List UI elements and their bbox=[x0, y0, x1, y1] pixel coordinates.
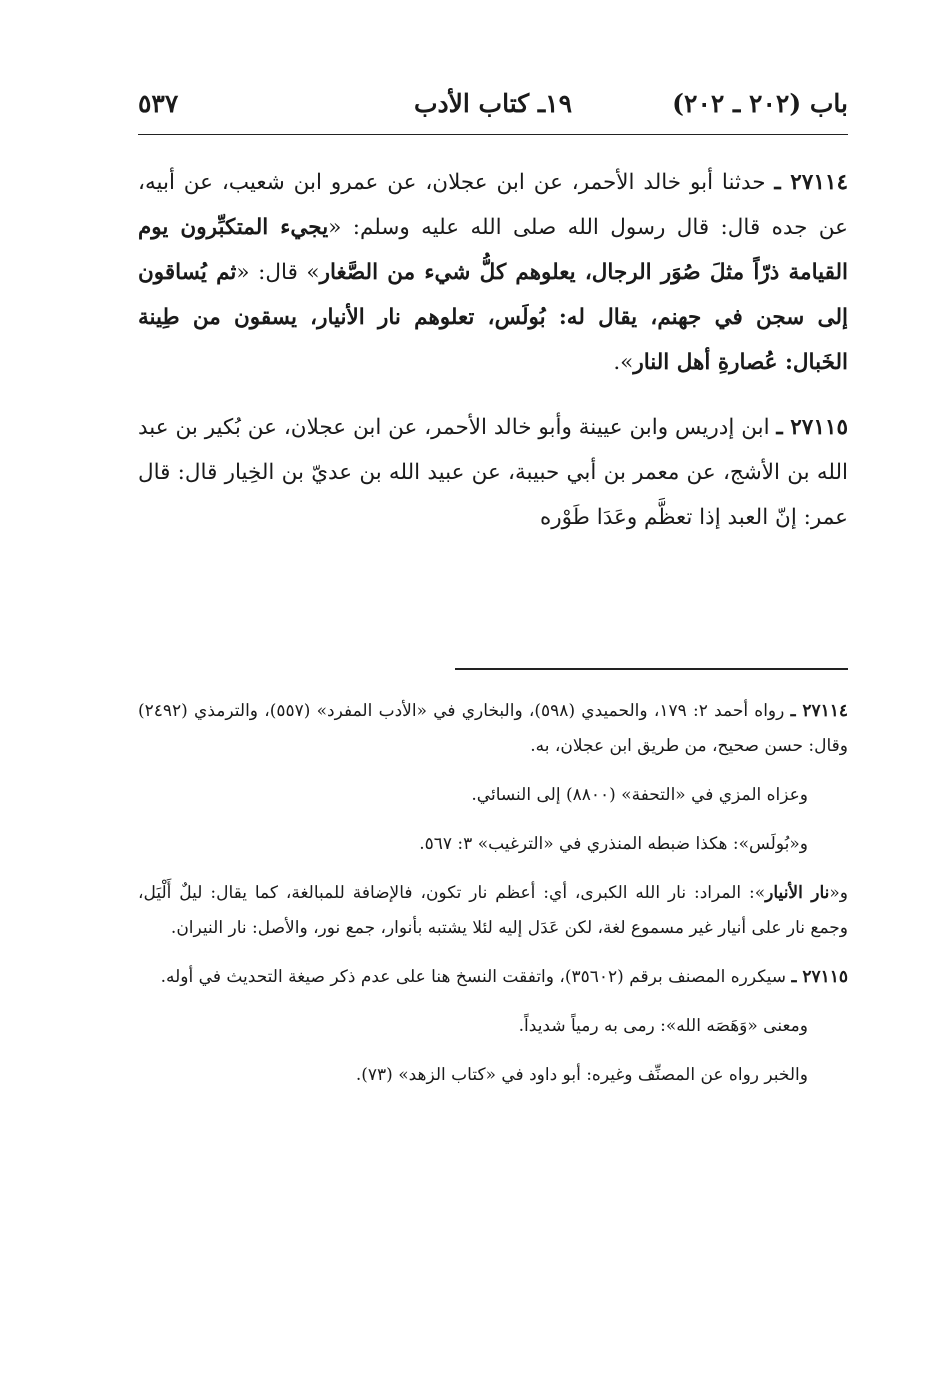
footnote-27114 bbox=[138, 694, 848, 764]
footnote-text: »: المراد: نار الله الكبرى، أي: أعظم نار تكون، فالإضافة للمبالغة، كما يقال: ليلٌ أَلْيَل، وجمع نار على أنيار غير مسموع لغة، لكن عَدَل إليه لئلا يشتبه بأنوار، جمع نور، والأصل: نار النيران. bbox=[138, 883, 848, 938]
footnote-separator bbox=[455, 668, 848, 670]
footnote-27115 bbox=[138, 960, 848, 995]
page-number: ٥٣٧ bbox=[138, 89, 179, 118]
book-title: ١٩ـ كتاب الأدب bbox=[413, 89, 573, 118]
hadith-quote: يجيء المتكبِّرون يوم القيامة ذرّاً مثلَ صُوَر الرجال، يعلوهم كلُّ شيء من الصَّغار bbox=[138, 215, 849, 285]
footnote-number: ٢٧١١٥ ـ bbox=[791, 967, 848, 987]
footnote-term: نار الأنيار bbox=[765, 883, 830, 903]
footnote-text: و« bbox=[829, 883, 849, 903]
hadith-text: ». bbox=[613, 350, 634, 375]
header-rule bbox=[138, 134, 848, 135]
hadith-text: حدثنا أبو خالد الأحمر، عن ابن عجلان، عن عمرو ابن شعيب، عن أبيه، عن جده قال: قال رسول الله صلى الله عليه وسلم: « bbox=[138, 170, 848, 240]
hadith-number: ٢٧١١٥ ـ bbox=[776, 415, 848, 440]
hadith-text: ابن إدريس وابن عيينة وأبو خالد الأحمر، عن ابن عجلان، عن بُكير بن عبد الله بن الأشج، عن معمر بن أبي حبيبة، عن عبيد الله بن عديّ بن الخِيار قال: قال عمر: إنّ العبد إذا تعظَّم وعَدَا طَوْره bbox=[138, 415, 848, 530]
page-header bbox=[138, 84, 848, 124]
chapter-reference: باب (٢٠٢ ـ ٢٠٢) bbox=[672, 89, 848, 118]
hadith-27114 bbox=[138, 160, 848, 385]
main-text bbox=[138, 160, 848, 560]
footnote-number: ٢٧١١٤ ـ bbox=[790, 701, 848, 721]
hadith-number: ٢٧١١٤ ـ bbox=[774, 170, 848, 195]
hadith-text: » قال: « bbox=[236, 260, 320, 285]
hadith-quote: ثم يُساقون إلى سجن في جهنم، يقال له: بُولَس، تعلوهم نار الأنيار، يسقون من طِينة الخَبال: عُصارةِ أهل النار bbox=[138, 260, 848, 375]
footnotes bbox=[138, 694, 848, 1107]
hadith-27115 bbox=[138, 405, 848, 540]
footnote-paragraph: ومعنى «وَهَصَه الله»: رمى به رمياً شديداً. bbox=[518, 1016, 808, 1036]
footnote-paragraph: و«بُولَس»: هكذا ضبطه المنذري في «الترغيب» ٣: ٥٦٧. bbox=[419, 834, 808, 854]
footnote-text: رواه أحمد ٢: ١٧٩، والحميدي (٥٩٨)، والبخاري في «الأدب المفرد» (٥٥٧)، والترمذي (٢٤٩٢) وقال: حسن صحيح، من طريق ابن عجلان، به. bbox=[138, 701, 848, 756]
footnote-paragraph bbox=[138, 876, 848, 946]
footnote-paragraph: وعزاه المزي في «التحفة» (٨٨٠٠) إلى النسائي. bbox=[471, 785, 808, 805]
footnote-text: سيكرره المصنف برقم (٣٥٦٠٢)، واتفقت النسخ هنا على عدم ذكر صيغة التحديث في أوله. bbox=[160, 967, 792, 987]
footnote-paragraph: والخبر رواه عن المصنِّف وغيره: أبو داود في «كتاب الزهد» (٧٣). bbox=[355, 1065, 808, 1085]
